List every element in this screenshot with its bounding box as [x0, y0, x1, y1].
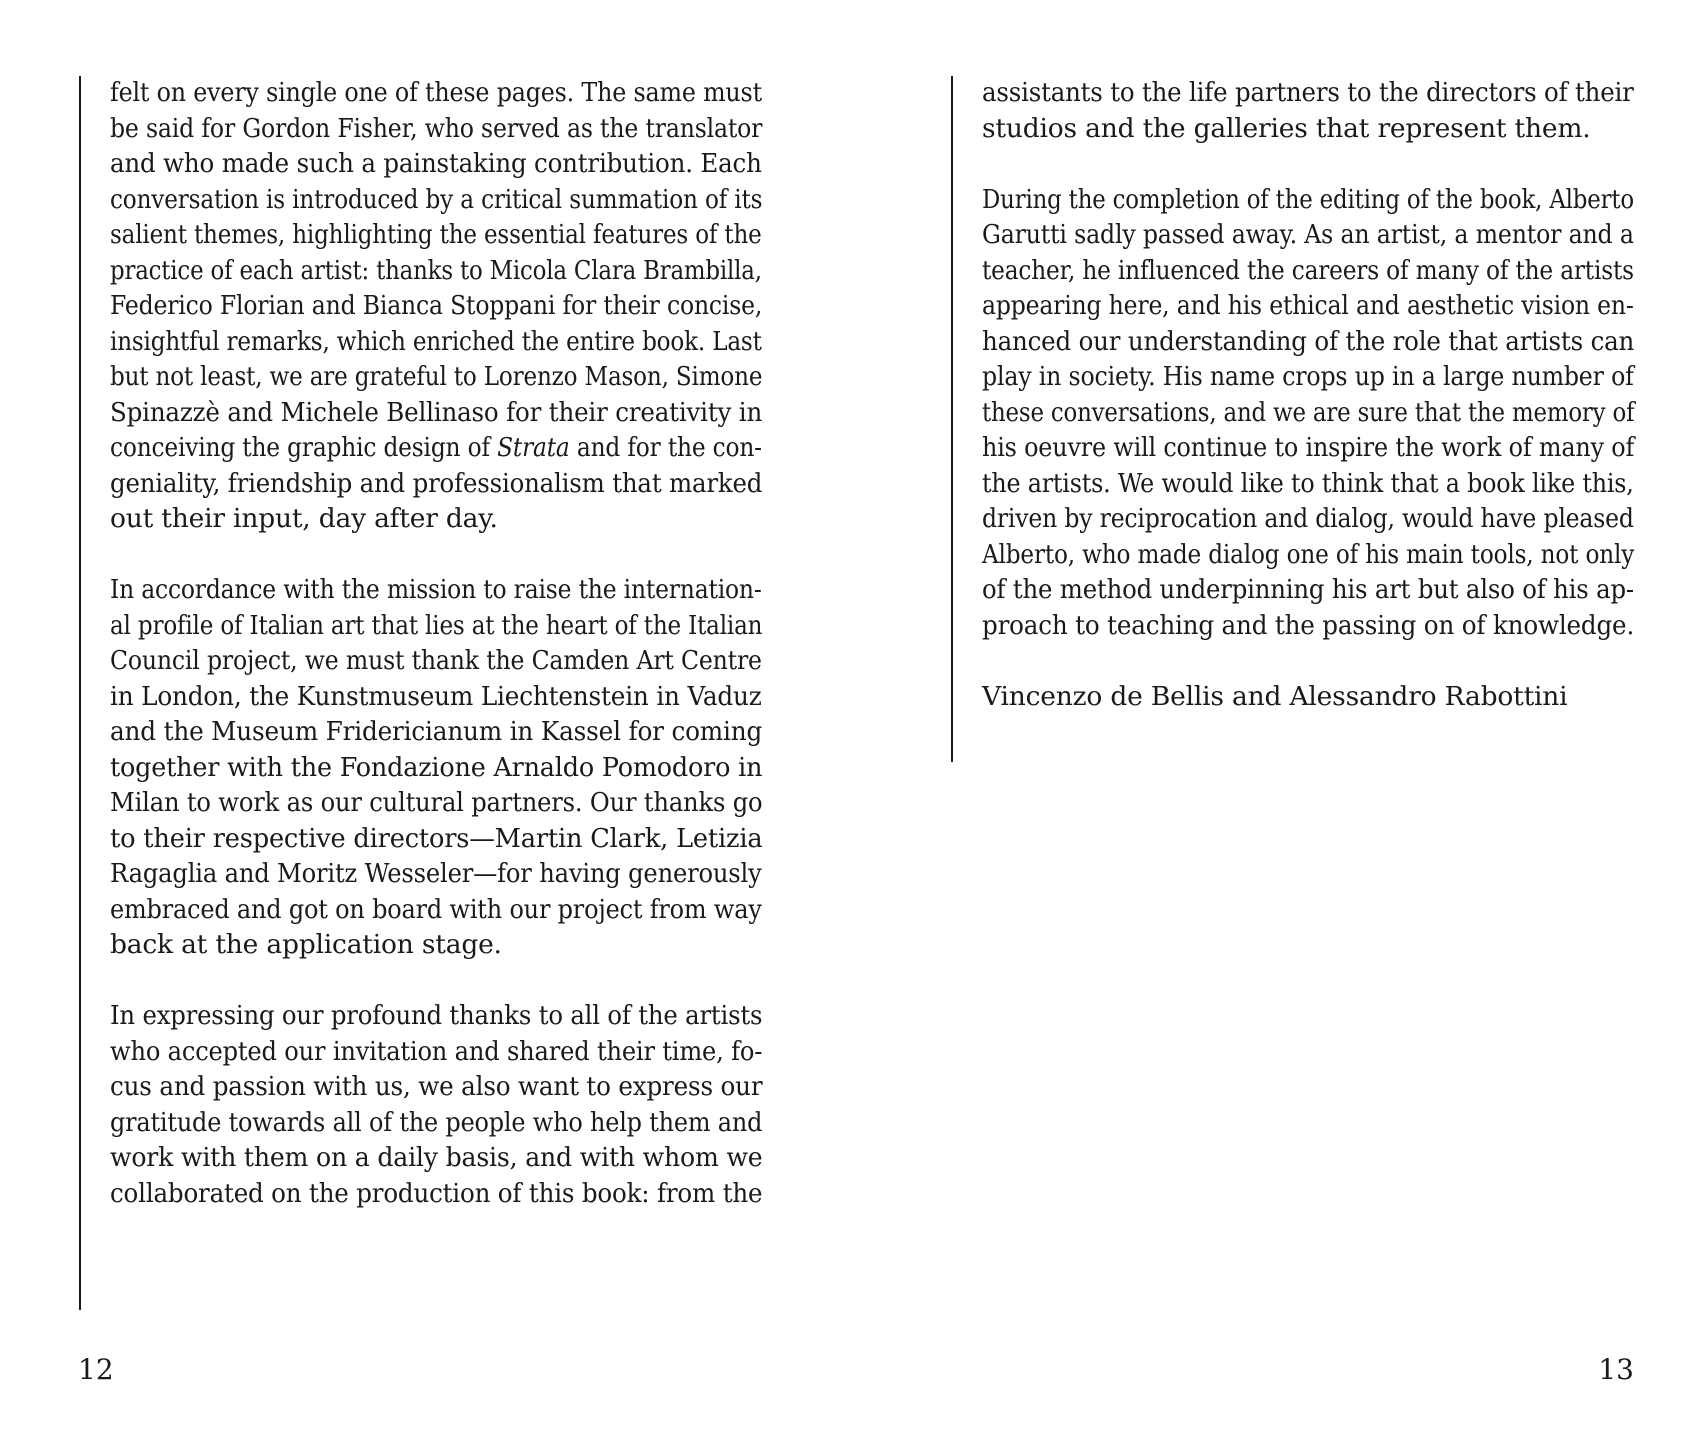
page-number-right: 13: [1598, 1353, 1634, 1386]
text-line: In accordance with the mission to raise the internation-: [110, 574, 762, 605]
page-number-left: 12: [78, 1353, 114, 1386]
book-title-italic: Strata: [497, 432, 570, 463]
text-line: Federico Florian and Bianca Stoppani for their concise,: [110, 290, 763, 321]
text-run: and for the con-: [569, 432, 762, 463]
text-line: hanced our understanding of the role that artists can: [982, 325, 1635, 357]
text-line: In expressing our profound thanks to all of the artists: [110, 1000, 763, 1031]
text-line: embraced and got on board with our project from way: [110, 893, 762, 925]
text-line: who accepted our invitation and shared their time, fo-: [110, 1035, 763, 1067]
text-line: and who made such a painstaking contribution. Each: [110, 148, 762, 179]
text-line: appearing here, and his ethical and aesthetic vision en-: [982, 290, 1634, 321]
text-line: insightful remarks, which enriched the entire book. Last: [110, 325, 762, 357]
text-line: Alberto, who made dialog one of his main tools, not only: [982, 538, 1635, 570]
text-line: [110, 431, 762, 465]
text-line: of the method underpinning his art but also of his ap-: [982, 574, 1634, 605]
text-line: work with them on a daily basis, and with whom we: [110, 1142, 763, 1173]
text-line: and the Museum Fridericianum in Kassel for coming: [110, 716, 763, 747]
text-line: During the completion of the editing of the book, Alberto: [982, 183, 1634, 215]
text-line: proach to teaching and the passing on of knowledge.: [982, 609, 1635, 641]
text-line: back at the application stage.: [110, 929, 502, 960]
text-line: out their input, day after day.: [110, 503, 498, 534]
text-line: to their respective directors—Martin Clark, Letizia: [110, 822, 763, 854]
text-line: teacher, he influenced the careers of many of the artists: [982, 254, 1634, 286]
text-line: in London, the Kunstmuseum Liechtenstein in Vaduz: [110, 680, 762, 712]
text-line: these conversations, and we are sure that the memory of: [982, 396, 1635, 428]
text-line: gratitude towards all of the people who help them and: [110, 1106, 763, 1138]
text-line: driven by reciprocation and dialog, would have pleased: [982, 503, 1634, 534]
text-line: cus and passion with us, we also want to express our: [110, 1071, 763, 1102]
text-line: the artists. We would like to think that a book like this,: [982, 467, 1634, 499]
text-line: salient themes, highlighting the essential features of the: [110, 219, 762, 250]
text-line: play in society. His name crops up in a large number of: [982, 361, 1634, 392]
text-line: together with the Fondazione Arnaldo Pomodoro in: [110, 751, 763, 783]
text-line: be said for Gordon Fisher, who served as the translator: [110, 112, 763, 144]
text-line: Milan to work as our cultural partners. Our thanks go: [110, 787, 763, 818]
text-line: Garutti sadly passed away. As an artist, a mentor and a: [982, 219, 1634, 250]
text-line: conversation is introduced by a critical summation of its: [110, 183, 763, 215]
text-line: Ragaglia and Moritz Wesseler—for having generously: [110, 858, 762, 889]
text-line: felt on every single one of these pages. The same must: [110, 77, 762, 108]
text-run: conceiving the graphic design of: [110, 432, 498, 463]
signature-line: Vincenzo de Bellis and Alessandro Rabottini: [982, 680, 1568, 712]
text-line: practice of each artist: thanks to Micola Clara Brambilla,: [110, 254, 762, 286]
text-line: Council project, we must thank the Camden Art Centre: [110, 645, 762, 676]
text-line: his oeuvre will continue to inspire the work of many of: [982, 432, 1635, 463]
text-line: studios and the galleries that represent them.: [982, 112, 1591, 144]
text-line: al profile of Italian art that lies at the heart of the Italian: [110, 609, 763, 641]
text-line: but not least, we are grateful to Lorenzo Mason, Simone: [110, 361, 763, 392]
text-line: geniality, friendship and professionalism that marked: [110, 467, 763, 499]
text-line: assistants to the life partners to the directors of their: [982, 77, 1634, 108]
text-line: Spinazzè and Michele Bellinaso for their creativity in: [110, 396, 763, 428]
right-page-text-column: [951, 76, 1653, 762]
text-line: collaborated on the production of this book: from the: [110, 1177, 763, 1209]
left-page-text-column: [79, 76, 781, 1310]
